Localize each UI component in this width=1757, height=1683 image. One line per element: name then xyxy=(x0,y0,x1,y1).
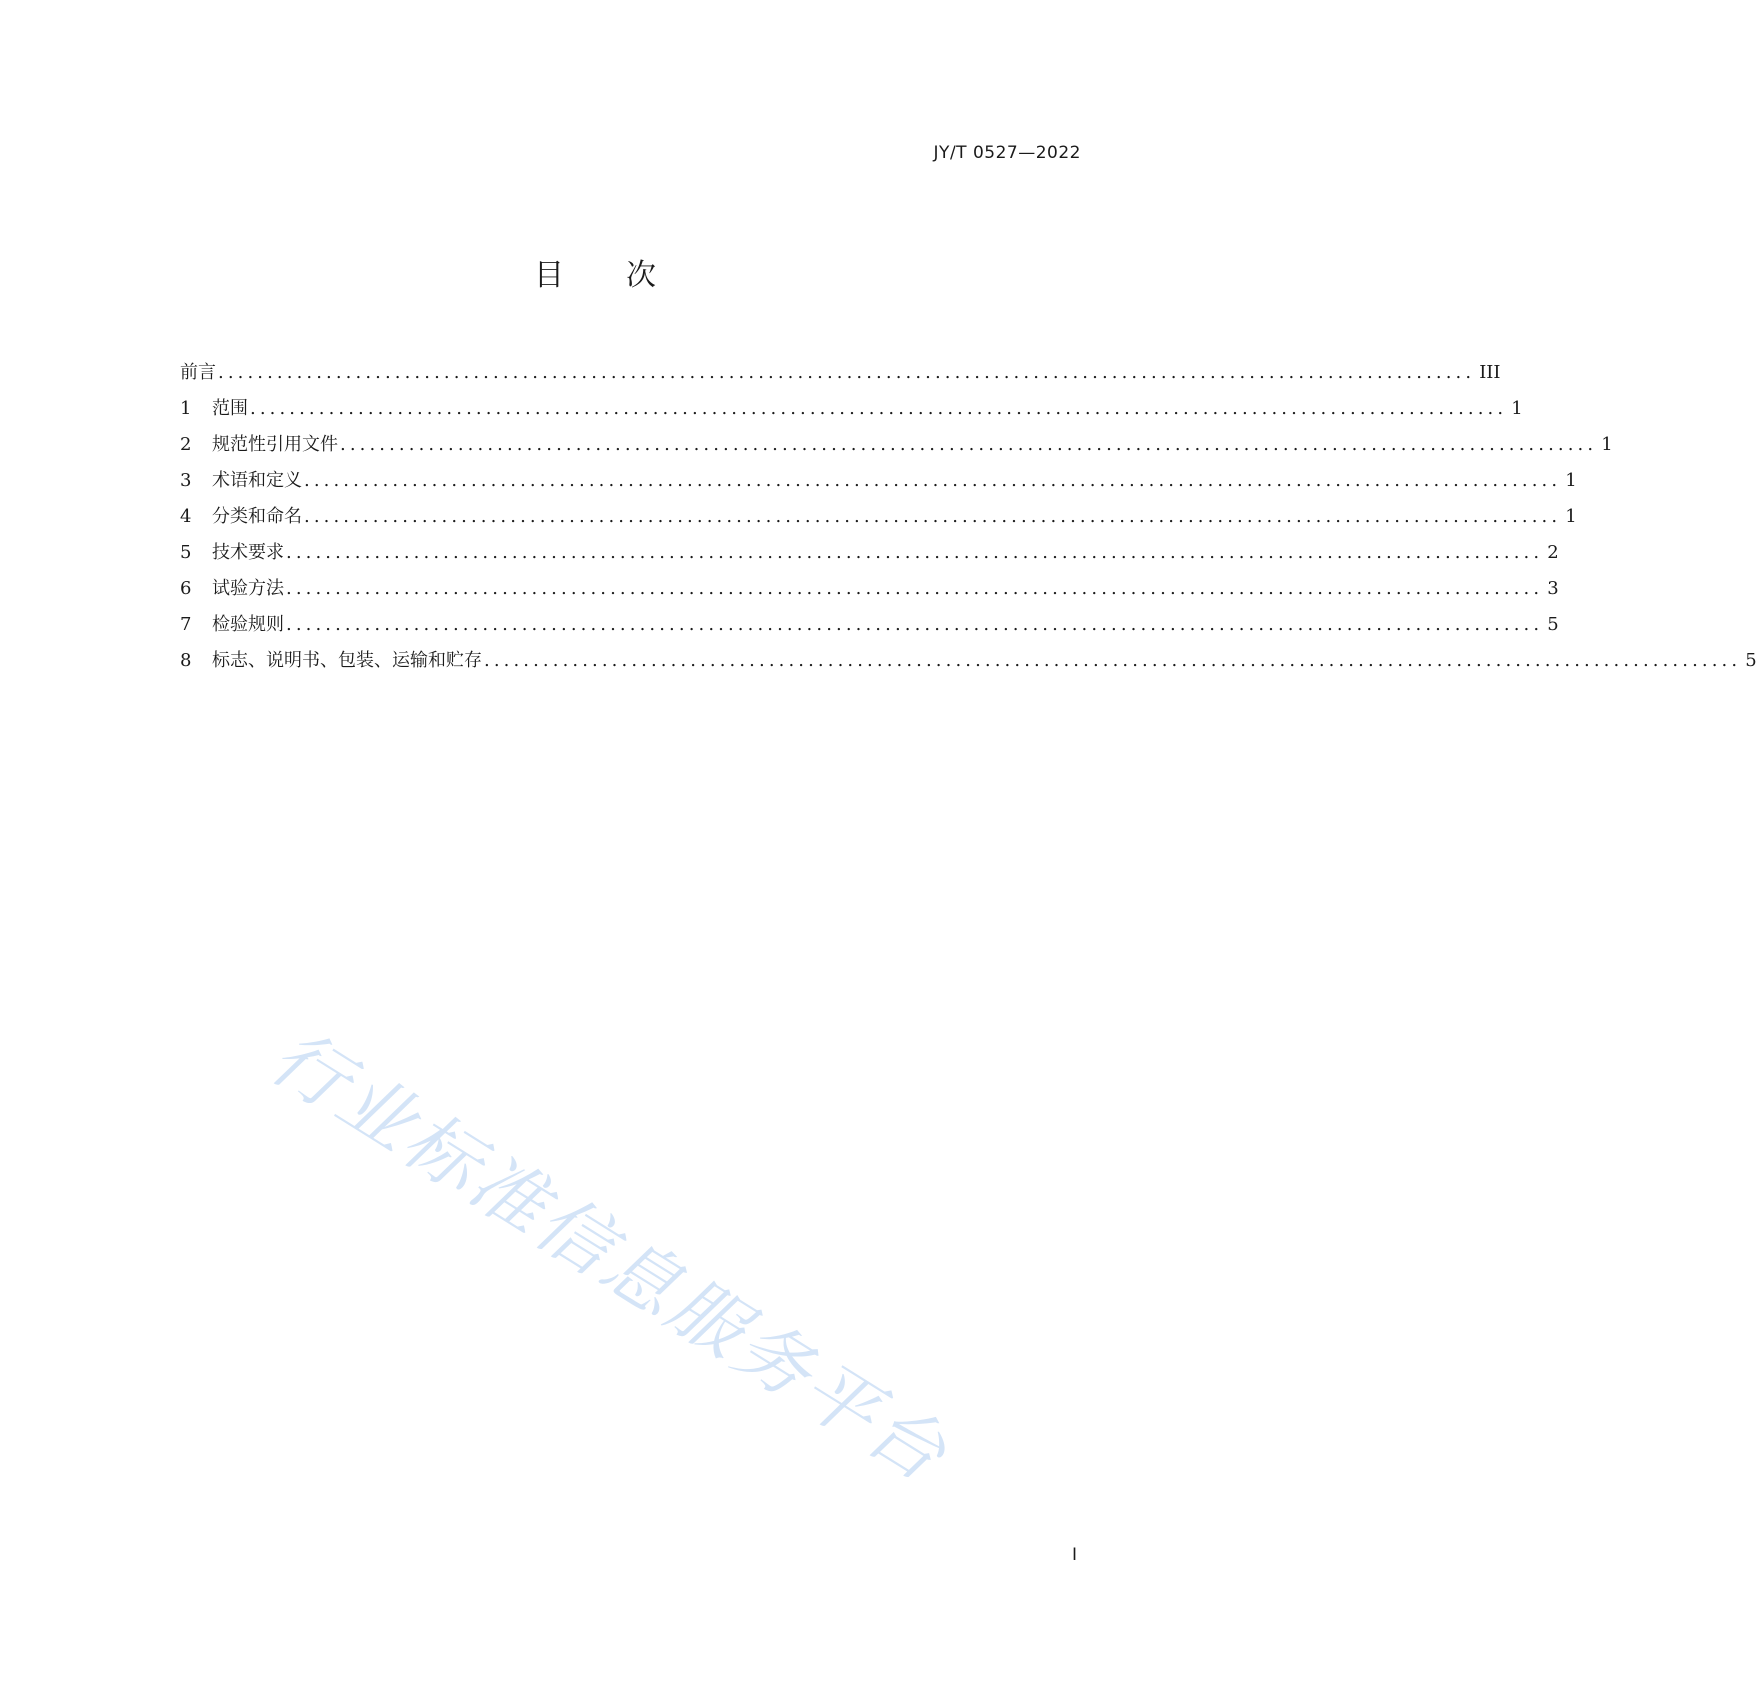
toc-entry-title: 标志、说明书、包装、运输和贮存 xyxy=(212,650,482,671)
toc-entry-page: 1 xyxy=(1565,506,1577,527)
toc-entry-title: 试验方法 xyxy=(212,578,284,599)
toc-entry-number: 6 xyxy=(180,578,192,599)
toc-entry-title: 分类和命名 xyxy=(212,506,302,527)
toc-leader-dots: ................................................................................................................................ xyxy=(286,542,1544,563)
toc-entry-number: 3 xyxy=(180,470,192,491)
toc-entry-number: 2 xyxy=(180,434,192,455)
standard-code: JY/T 0527—2022 xyxy=(933,143,1081,163)
toc-entry-title: 技术要求 xyxy=(212,542,284,563)
toc-entry-page: 3 xyxy=(1547,578,1559,599)
page-number: I xyxy=(1071,1545,1077,1565)
toc-entry-page: III xyxy=(1479,362,1501,383)
toc-leader-dots: ................................................................................................................................ xyxy=(304,506,1562,527)
watermark: 行业标准信息服务平台 xyxy=(255,1013,963,1500)
toc-entry-page: 5 xyxy=(1745,650,1757,671)
toc-entry[interactable] xyxy=(180,427,1613,463)
toc-entry[interactable] xyxy=(180,391,1523,427)
toc-entry-page: 1 xyxy=(1601,434,1613,455)
toc-entry-number: 1 xyxy=(180,398,192,419)
toc-leader-dots: ................................................................................................................................ xyxy=(250,398,1508,419)
toc-entry-page: 1 xyxy=(1511,398,1523,419)
toc-entry[interactable] xyxy=(180,571,1559,607)
toc-leader-dots: ................................................................................................................................ xyxy=(484,650,1742,671)
toc-entry-number: 7 xyxy=(180,614,192,635)
toc-entry-title: 规范性引用文件 xyxy=(212,434,338,455)
toc-entry-title: 范围 xyxy=(212,398,248,419)
toc-entry[interactable] xyxy=(180,607,1559,643)
toc-entry-title: 检验规则 xyxy=(212,614,284,635)
toc-entry[interactable] xyxy=(180,355,1501,391)
toc-entry-title: 前言 xyxy=(180,362,216,383)
toc-entry[interactable] xyxy=(180,535,1559,571)
toc-entry-title: 术语和定义 xyxy=(212,470,302,491)
toc-entry[interactable] xyxy=(180,499,1577,535)
toc-entry-number: 5 xyxy=(180,542,192,563)
toc-leader-dots: ................................................................................................................................ xyxy=(304,470,1562,491)
toc-leader-dots: ................................................................................................................................ xyxy=(286,578,1544,599)
toc-leader-dots: ................................................................................................................................ xyxy=(286,614,1544,635)
toc-entry-number: 4 xyxy=(180,506,192,527)
toc-entry[interactable] xyxy=(180,463,1577,499)
toc-leader-dots: ................................................................................................................................ xyxy=(340,434,1598,455)
toc-entry-page: 5 xyxy=(1547,614,1559,635)
toc-title: 目次 xyxy=(534,258,718,293)
toc-leader-dots: ................................................................................................................................ xyxy=(218,362,1476,383)
toc-entry-page: 2 xyxy=(1547,542,1559,563)
table-of-contents xyxy=(180,355,1757,679)
toc-entry-page: 1 xyxy=(1565,470,1577,491)
toc-entry-number: 8 xyxy=(180,650,192,671)
toc-entry[interactable] xyxy=(180,643,1757,679)
